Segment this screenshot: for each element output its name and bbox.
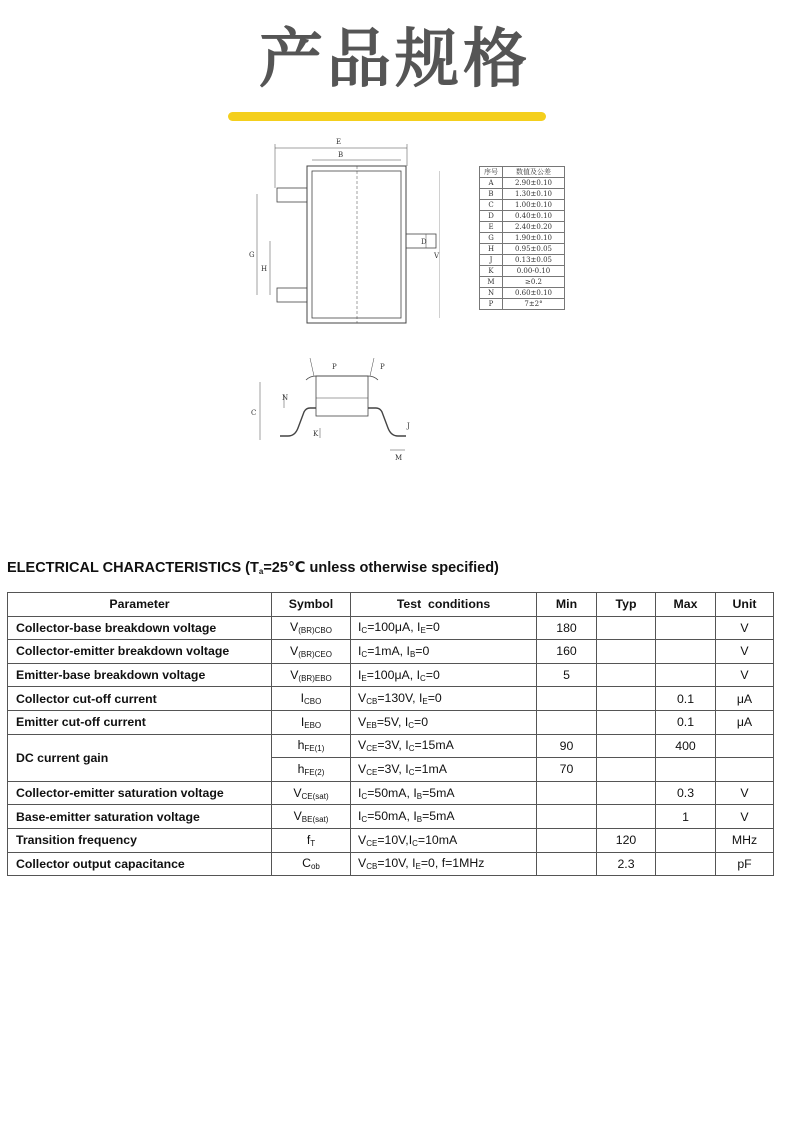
symbol-cell: $h_{FE(2)}$	[272, 758, 351, 782]
dim-label-j: J	[407, 422, 410, 430]
col-header-max: Max	[656, 593, 716, 617]
dim-value-cell: 2.90±0.10	[503, 178, 565, 189]
unit-cell: V	[716, 781, 774, 805]
dim-seq-cell: N	[480, 288, 503, 299]
max-cell	[656, 828, 716, 852]
table-row	[480, 222, 565, 233]
typ-cell	[597, 687, 656, 711]
dim-value-cell: 1.90±0.10	[503, 233, 565, 244]
typ-cell: 120	[597, 828, 656, 852]
package-outline-drawing	[240, 130, 440, 475]
col-header-typ: Typ	[597, 593, 656, 617]
max-cell	[656, 758, 716, 782]
parameter-cell: DC current gain	[8, 734, 272, 781]
max-cell: 400	[656, 734, 716, 758]
dim-seq-cell: P	[480, 299, 503, 310]
min-cell	[537, 828, 597, 852]
table-row	[480, 255, 565, 266]
typ-cell	[597, 616, 656, 640]
dim-value-cell: 0.40±0.10	[503, 211, 565, 222]
table-row	[8, 710, 774, 734]
test-conditions-cell: $V_{CE}=3V$, $I_C=1mA$	[351, 758, 537, 782]
dim-seq-cell: C	[480, 200, 503, 211]
table-header-row	[8, 593, 774, 617]
col-header-min: Min	[537, 593, 597, 617]
table-row	[8, 828, 774, 852]
test-conditions-cell: $I_C=50mA$, $I_B=5mA$	[351, 781, 537, 805]
symbol-cell: $V_{(BR)CEO}$	[272, 640, 351, 664]
unit-cell: pF	[716, 852, 774, 876]
parameter-cell: Collector-emitter breakdown voltage	[8, 640, 272, 664]
symbol-cell: $f_T$	[272, 828, 351, 852]
typ-cell	[597, 781, 656, 805]
table-row	[8, 805, 774, 829]
dim-value-cell: 0.13±0.05	[503, 255, 565, 266]
table-row	[480, 288, 565, 299]
test-conditions-cell: $V_{CE}=3V$, $I_C=15mA$	[351, 734, 537, 758]
max-cell	[656, 852, 716, 876]
parameter-cell: Collector cut-off current	[8, 687, 272, 711]
unit-cell: V	[716, 616, 774, 640]
dim-seq-cell: M	[480, 277, 503, 288]
table-row	[8, 687, 774, 711]
typ-cell: 2.3	[597, 852, 656, 876]
dim-seq-cell: K	[480, 266, 503, 277]
min-cell: 5	[537, 663, 597, 687]
min-cell	[537, 710, 597, 734]
parameter-cell: Base-emitter saturation voltage	[8, 805, 272, 829]
symbol-cell: $h_{FE(1)}$	[272, 734, 351, 758]
min-cell: 70	[537, 758, 597, 782]
dim-label-g: G	[249, 251, 255, 259]
max-cell: 0.1	[656, 710, 716, 734]
min-cell	[537, 852, 597, 876]
test-conditions-cell: $I_C=50mA$, $I_B=5mA$	[351, 805, 537, 829]
dim-label-e: E	[336, 138, 342, 146]
dim-seq-cell: A	[480, 178, 503, 189]
dim-label-p-left: P	[332, 363, 337, 371]
test-conditions-cell: $V_{EB}=5V$, $I_C=0$	[351, 710, 537, 734]
dim-value-cell: 1.00±0.10	[503, 200, 565, 211]
table-row	[8, 640, 774, 664]
max-cell: 0.3	[656, 781, 716, 805]
table-row	[480, 244, 565, 255]
parameter-cell: Transition frequency	[8, 828, 272, 852]
unit-cell: V	[716, 663, 774, 687]
min-cell	[537, 805, 597, 829]
col-header-symbol: Symbol	[272, 593, 351, 617]
table-row	[480, 299, 565, 310]
dim-seq-cell: G	[480, 233, 503, 244]
dim-value-cell: 0.60±0.10	[503, 288, 565, 299]
dim-label-c: C	[251, 409, 257, 417]
dim-header-seq: 序号	[480, 167, 503, 178]
table-row	[480, 233, 565, 244]
dim-label-k: K	[313, 430, 319, 438]
dim-label-p-right: P	[380, 363, 385, 371]
unit-cell: μA	[716, 710, 774, 734]
symbol-cell: $C_{ob}$	[272, 852, 351, 876]
electrical-characteristics-table	[7, 592, 774, 876]
unit-cell: μA	[716, 687, 774, 711]
test-conditions-cell: $I_C=100\mu A$, $I_E=0$	[351, 616, 537, 640]
symbol-cell: $V_{(BR)EBO}$	[272, 663, 351, 687]
table-row	[8, 781, 774, 805]
parameter-cell: Emitter-base breakdown voltage	[8, 663, 272, 687]
unit-cell	[716, 758, 774, 782]
unit-cell: V	[716, 805, 774, 829]
max-cell	[656, 640, 716, 664]
table-row	[8, 852, 774, 876]
symbol-cell: $I_{EBO}$	[272, 710, 351, 734]
dim-value-cell: 0.95±0.05	[503, 244, 565, 255]
dim-seq-cell: E	[480, 222, 503, 233]
max-cell: 1	[656, 805, 716, 829]
dim-value-cell: 0.00-0.10	[503, 266, 565, 277]
dim-seq-cell: B	[480, 189, 503, 200]
table-row	[8, 616, 774, 640]
typ-cell	[597, 805, 656, 829]
symbol-cell: $V_{CE(sat)}$	[272, 781, 351, 805]
electrical-characteristics-heading: ELECTRICAL CHARACTERISTICS ($T_a=25℃$ unless otherwise specified)	[7, 560, 499, 576]
min-cell: 160	[537, 640, 597, 664]
max-cell	[656, 616, 716, 640]
dim-table-header	[480, 167, 565, 178]
typ-cell	[597, 710, 656, 734]
parameter-cell: Collector-base breakdown voltage	[8, 616, 272, 640]
parameter-cell: Collector output capacitance	[8, 852, 272, 876]
min-cell: 90	[537, 734, 597, 758]
table-row	[8, 734, 774, 758]
dim-label-b: B	[338, 151, 344, 159]
unit-cell: V	[716, 640, 774, 664]
table-row	[8, 663, 774, 687]
table-row	[480, 189, 565, 200]
table-row	[480, 211, 565, 222]
dim-seq-cell: H	[480, 244, 503, 255]
typ-cell	[597, 663, 656, 687]
max-cell: 0.1	[656, 687, 716, 711]
col-header-unit: Unit	[716, 593, 774, 617]
col-header-conditions: Test conditions	[351, 593, 537, 617]
test-conditions-cell: $V_{CE}=10V,I_C=10mA$	[351, 828, 537, 852]
dim-label-m: M	[395, 454, 403, 462]
test-conditions-cell: $I_E=100\mu A$, $I_C=0$	[351, 663, 537, 687]
dim-label-v: V	[434, 252, 440, 260]
unit-cell	[716, 734, 774, 758]
dimension-table	[479, 166, 565, 310]
dim-value-cell: 7±2°	[503, 299, 565, 310]
col-header-parameter: Parameter	[8, 593, 272, 617]
dim-value-cell: 1.30±0.10	[503, 189, 565, 200]
dim-label-h: H	[261, 265, 268, 273]
parameter-cell: Collector-emitter saturation voltage	[8, 781, 272, 805]
min-cell	[537, 781, 597, 805]
test-conditions-cell: $V_{CB}=130V$, $I_E=0$	[351, 687, 537, 711]
typ-cell	[597, 640, 656, 664]
title-accent-bar	[228, 112, 546, 121]
page-title: 产品规格	[259, 23, 531, 97]
test-conditions-cell: $V_{CB}=10V$, $I_E=0$, f=1MHz	[351, 852, 537, 876]
typ-cell	[597, 734, 656, 758]
symbol-cell: $V_{(BR)CBO}$	[272, 616, 351, 640]
table-row	[480, 266, 565, 277]
dim-value-cell: 2.40±0.20	[503, 222, 565, 233]
dim-seq-cell: D	[480, 211, 503, 222]
table-row	[480, 200, 565, 211]
min-cell: 180	[537, 616, 597, 640]
dim-seq-cell: J	[480, 255, 503, 266]
parameter-cell: Emitter cut-off current	[8, 710, 272, 734]
dim-label-d: D	[421, 238, 427, 246]
unit-cell: MHz	[716, 828, 774, 852]
table-row	[480, 178, 565, 189]
max-cell	[656, 663, 716, 687]
dim-label-n: N	[282, 394, 289, 402]
symbol-cell: $V_{BE(sat)}$	[272, 805, 351, 829]
symbol-cell: $I_{CBO}$	[272, 687, 351, 711]
typ-cell	[597, 758, 656, 782]
min-cell	[537, 687, 597, 711]
dim-value-cell: ≥0.2	[503, 277, 565, 288]
table-row	[480, 277, 565, 288]
dim-header-value: 数值及公差	[503, 167, 565, 178]
test-conditions-cell: $I_C=1mA$, $I_B=0$	[351, 640, 537, 664]
